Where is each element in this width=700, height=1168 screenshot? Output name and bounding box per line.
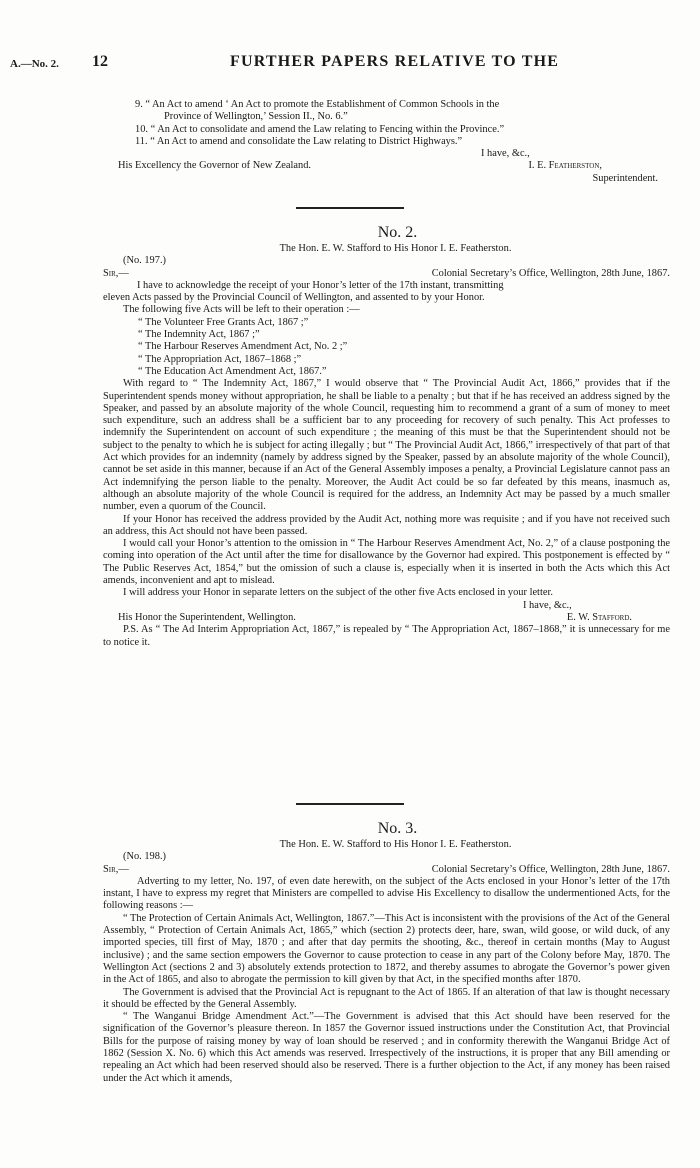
act-list-item: “ The Education Act Amendment Act, 1867.” <box>138 365 327 377</box>
section-heading: No. 3. <box>377 820 418 837</box>
paragraph: The Government is advised that the Provincial Act is repugnant to the Act of 1865. If an alteration of that law is thought necessary it should be effected by the General Assembly. <box>103 986 670 1010</box>
list-item: 10. “ An Act to consolidate and amend the Law relating to Fencing within the Province.” <box>135 123 505 135</box>
paragraph: “ The Wanganui Bridge Amendment Act.”—The Government is advised that this Act should have been reserved for the signification of the Governor’s pleasure thereon. In 1857 the Governor issued instructions under the Constitution Act, that Provincial Bills for the purpose of raising money by way of loan should be reserved ; and in conformity therewith the Wanganui Bridge Act of 1862 (Session X. No. 6) which this Act amends was reserved. Irrespectively of the instructions, it is proper that any Bill amending or repealing an Act which had been reserved should also be reserved. There is a further objection to the Act, if any money has been raised under the Act which it amends, <box>103 1011 670 1084</box>
signatory: E. W. Stafford. <box>566 611 632 623</box>
addressee: His Honor the Superintendent, Wellington. <box>118 611 296 623</box>
paragraph: I would call your Honor’s attention to the omission in “ The Harbour Reserves Amendment Act, No. 2,” of a clause postponing the coming into operation of the Act until after the time for disallowance by the Governor had expired. This postponement is effected by “ The Public Reserves Act, 1854,” but the omission of such a clause is, especially when it is inserted in both the Acts which this Act amends, inconvenient and apt to mislead. <box>103 538 670 587</box>
office-date: Colonial Secretary’s Office, Wellington, 28th June, 1867. <box>431 863 670 875</box>
section-rule <box>296 803 404 805</box>
salutation: Sir,— <box>103 267 129 279</box>
paragraph: “ The Protection of Certain Animals Act, Wellington, 1867.”—This Act is inconsistent with the provisions of the Act of the General Assembly, “ Protection of Certain Animals Act, 1865,” which (section 2) protects deer, hare, swan, wild goose, or wild duck, of any imported species, till first of May, 1870 ; and after that day permits the shooting, &c., thereof in certain months (May to August inclusive) ; and the same section empowers the Governor to cause protection to cease in any part of the Colony before May, 1870. The Wellington Act (sections 2 and 3) absolutely extends protection to 1872, and thereby assumes to abrogate the Governor’s power given in the Act of 1865, and also to abrogate the permission to kill given by that Act, in the specified months after 1870. <box>103 912 670 986</box>
paragraph: The following five Acts will be left to their operation :— <box>123 304 360 316</box>
closing-phrase: I have, &c., <box>523 599 572 611</box>
act-list-item: “ The Indemnity Act, 1867 ;” <box>138 329 260 341</box>
top-continuation <box>103 99 670 185</box>
page-number: 12 <box>92 53 108 70</box>
paragraph: If your Honor has received the address provided by the Audit Act, nothing more was requisite ; and if you have not received such an address, this Act should not have been passed. <box>103 513 670 537</box>
letter-no-3 <box>103 819 670 1085</box>
letter-no-2 <box>103 223 670 649</box>
office-date: Colonial Secretary’s Office, Wellington, 28th June, 1867. <box>431 267 670 279</box>
act-list-item: “ The Appropriation Act, 1867–1868 ;” <box>138 353 302 365</box>
addressee: His Excellency the Governor of New Zealand. <box>118 160 312 172</box>
postscript: P.S. As “ The Ad Interim Appropriation Act, 1867,” is repealed by “ The Appropriation Act, 1867–1868,” it is unnecessary for me to notice it. <box>103 624 670 648</box>
section-rule <box>296 207 404 209</box>
page-header <box>0 53 700 76</box>
act-list-item: “ The Volunteer Free Grants Act, 1867 ;” <box>138 316 309 328</box>
list-item-continuation: Province of Wellington,’ Session II., No. 6.” <box>164 111 348 123</box>
list-item: 11. “ An Act to amend and consolidate the Law relating to District Highways.” <box>135 135 463 147</box>
running-title: FURTHER PAPERS RELATIVE TO THE <box>230 53 560 70</box>
signatory-title: Superintendent. <box>592 172 658 184</box>
salutation: Sir,— <box>103 863 129 875</box>
reference-number: (No. 198.) <box>123 851 166 863</box>
list-item: 9. “ An Act to amend ‘ An Act to promote the Establishment of Common Schools in the <box>135 99 500 110</box>
paragraph-continuation: eleven Acts passed by the Provincial Council of Wellington, and assented to by your Honor. <box>103 292 485 304</box>
letter-subheading: The Hon. E. W. Stafford to His Honor I. E. Featherston. <box>279 839 512 850</box>
paragraph: Adverting to my letter, No. 197, of even date herewith, on the subject of the Acts enclosed in your Honor’s letter of the 17th instant, I have to express my regret that Ministers are compelled to advise His Excellency to disallow the undermentioned Acts, for the following reasons :— <box>103 875 670 912</box>
paragraph: I have to acknowledge the receipt of your Honor’s letter of the 17th instant, transmitting <box>137 279 504 291</box>
signatory: I. E. Featherston, <box>528 160 602 172</box>
series-label: A.—No. 2. <box>10 58 59 70</box>
paragraph: With regard to “ The Indemnity Act, 1867,” I would observe that “ The Provincial Audit Act, 1866,” provides that if the Superintendent spends money without appropriation, he shall be liable to a penalty ; but that if he has received an address signed by the Speaker, and passed by an absolute majority of the whole Council, requesting him to recommend a grant of a sum of money to meet such expenditure, such an address shall be a sufficient bar to any proceeding for recovery of such penalty. This Act professes to indemnify the Superintendent on account of such expenditure ; the meaning of this must be that the Superintendent should not be subject to the penalty to which he is subject for acting illegally ; but “ The Provincial Audit Act, 1866,” irrespectively of that part of that Act which provides for an indemnity (namely by address signed by the Speaker, passed by an absolute majority of the whole Council), cannot be set aside in this manner, because if an Act of the General Assembly imposes a penalty, a Provincial Legislature cannot pass an Act indemnifying the person liable to the penalty. Moreover, the Audit Act could be so far defeated by this means, inasmuch as, although an absolute majority of the whole Council is required for the address, an Indemnity Act may be passed by a much smaller number, even a quorum of the Council. <box>103 378 670 513</box>
reference-number: (No. 197.) <box>123 255 166 267</box>
section-heading: No. 2. <box>377 224 418 241</box>
letter-subheading: The Hon. E. W. Stafford to His Honor I. E. Featherston. <box>279 243 512 254</box>
paragraph: I will address your Honor in separate letters on the subject of the other five Acts enclosed in your letter. <box>123 587 553 599</box>
act-list-item: “ The Harbour Reserves Amendment Act, No. 2 ;” <box>138 341 348 353</box>
closing-phrase: I have, &c., <box>481 148 530 160</box>
